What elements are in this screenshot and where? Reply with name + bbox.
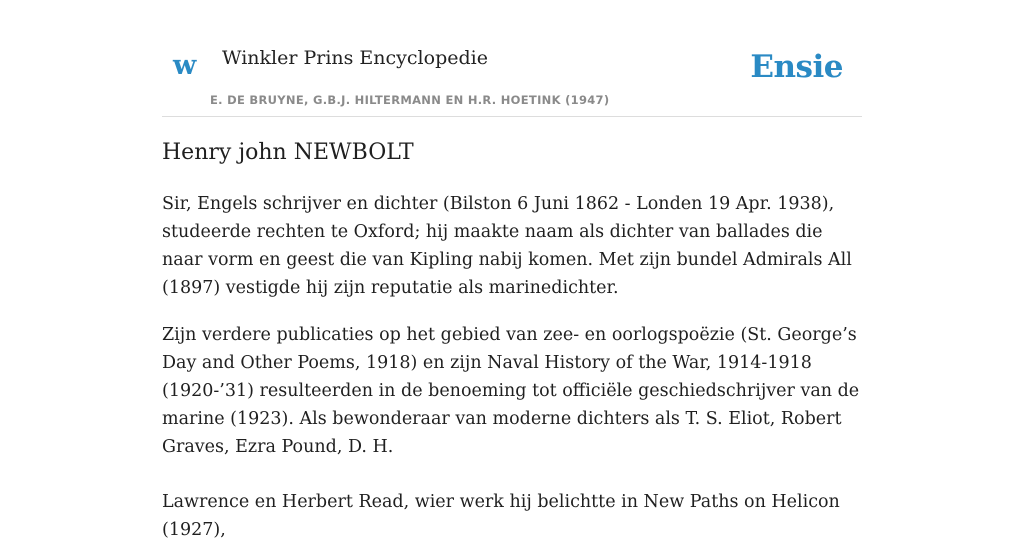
article-paragraph: Zijn verdere publicaties op het gebied van zee- en oorlogspoëzie (St. George’s Day and Other Poems, 1918) en zijn Naval History of the War, 1914-1918 (1920-’31) resulteerden in de benoeming tot officiële geschiedschrijver van de marine (1923). Als bewonderaar van moderne dichters als T. S. Eliot, Robert Graves, Ezra Pound, D. H. xyxy=(162,325,860,458)
article xyxy=(162,140,862,544)
article-paragraph: Sir, Engels schrijver en dichter (Bilston 6 Juni 1862 - Londen 19 Apr. 1938), studeerde rechten te Oxford; hij maakte naam als dichter van ballades die naar vorm en geest die van Kipling nabij komen. Met zijn bundel Admirals All (1897) vestigde hij zijn reputatie als marinedichter. xyxy=(162,194,852,299)
article-paragraph: Lawrence en Herbert Read, wier werk hij belichtte in New Paths on Helicon (1927), xyxy=(162,492,840,541)
article-title: Henry john NEWBOLT xyxy=(162,140,414,165)
source-title[interactable]: Winkler Prins Encyclopedie xyxy=(222,47,488,69)
source-authors: E. DE BRUYNE, G.B.J. HILTERMANN EN H.R. HOETINK (1947) xyxy=(210,93,610,107)
winkler-prins-logo[interactable]: w xyxy=(173,50,197,81)
ensie-logo[interactable]: Ensie xyxy=(750,49,843,85)
page-header xyxy=(162,0,862,117)
